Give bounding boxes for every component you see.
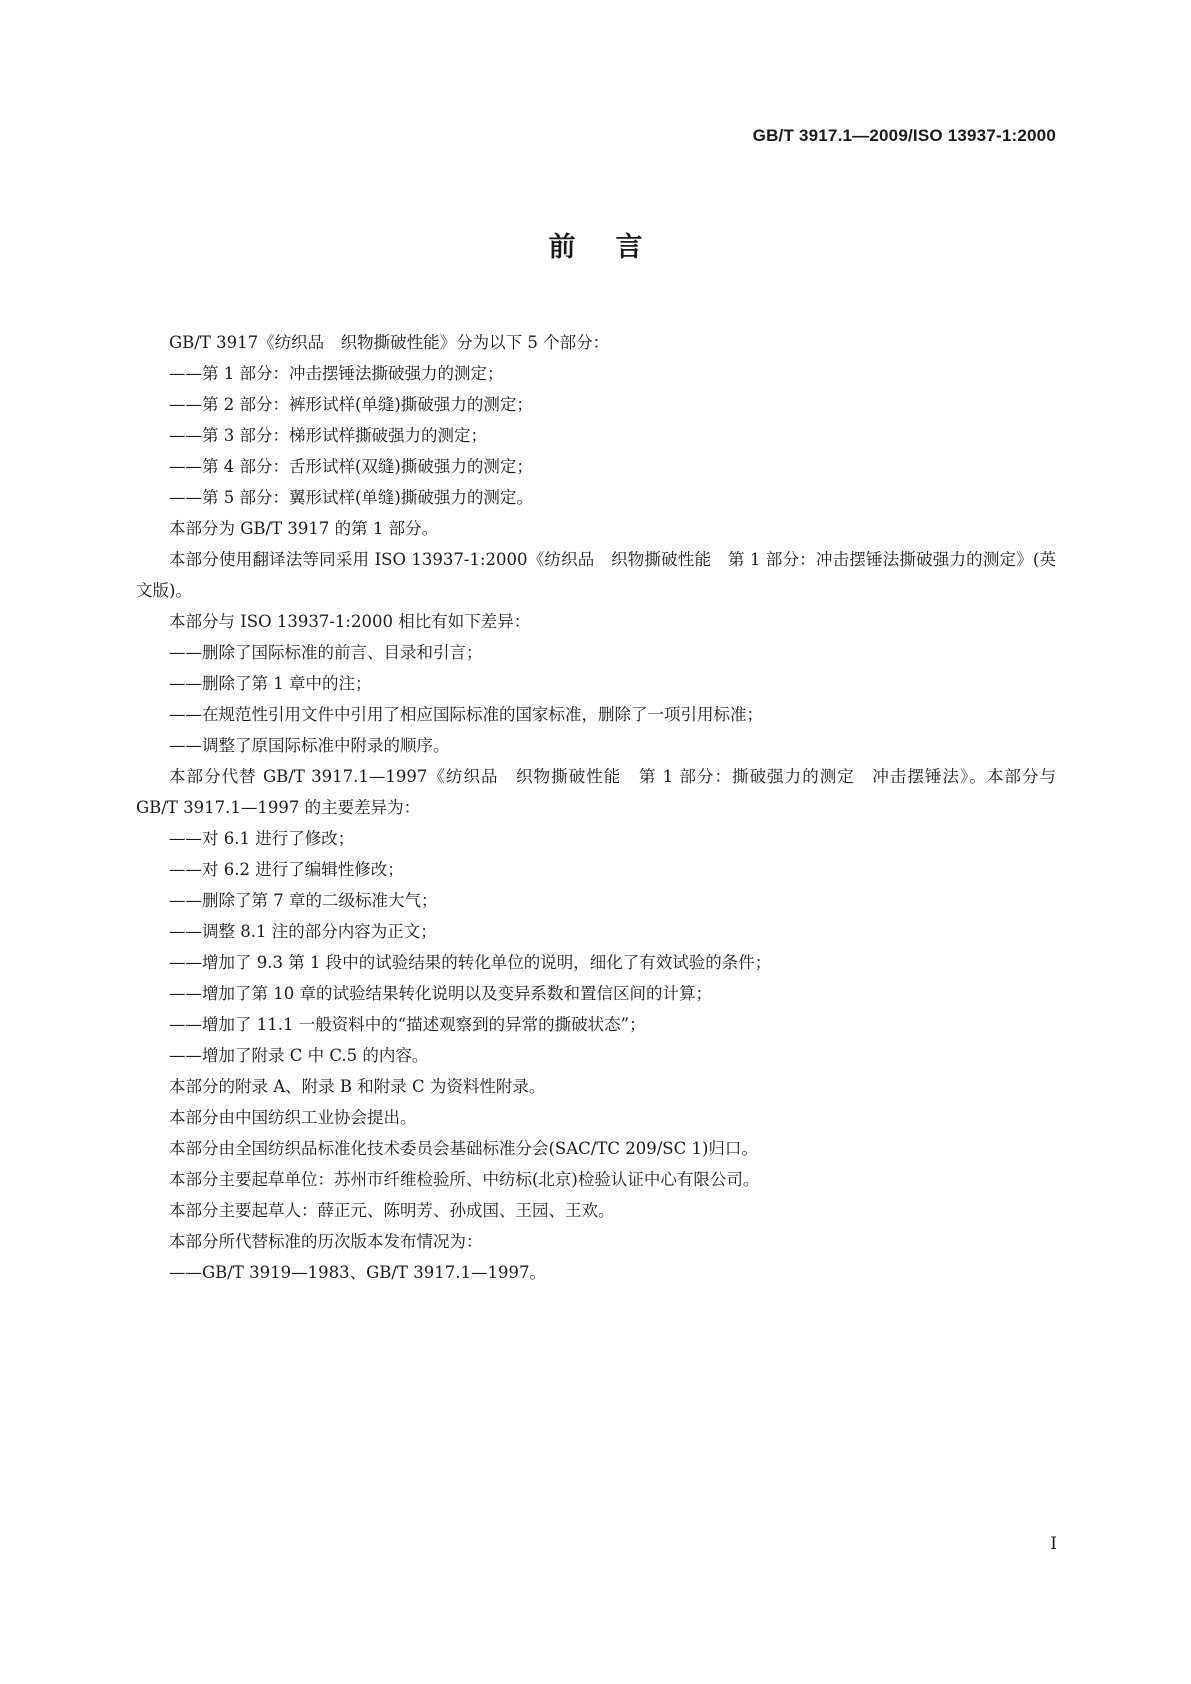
paragraph: GB/T 3917《纺织品 织物撕破性能》分为以下 5 个部分：	[169, 333, 610, 352]
list-item: ——删除了第 7 章的二级标准大气；	[169, 891, 438, 910]
page-number: I	[1050, 1534, 1057, 1554]
list-item: ——在规范性引用文件中引用了相应国际标准的国家标准，删除了一项引用标准；	[169, 705, 763, 724]
paragraph: 本部分主要起草人：薛正元、陈明芳、孙成国、王园、王欢。	[169, 1201, 615, 1220]
paragraph: 本部分使用翻译法等同采用 ISO 13937-1:2000《纺织品 织物撕破性能 第 1 部分：冲击摆锤法撕破强力的测定》(英文版)。	[136, 550, 1056, 600]
list-item: ——第 4 部分：舌形试样(双缝)撕破强力的测定；	[169, 457, 533, 476]
list-item: ——删除了国际标准的前言、目录和引言；	[169, 643, 483, 662]
list-item: ——第 5 部分：翼形试样(单缝)撕破强力的测定。	[169, 488, 533, 507]
list-item: ——对 6.2 进行了编辑性修改；	[169, 860, 404, 879]
paragraph: 本部分所代替标准的历次版本发布情况为：	[169, 1232, 483, 1251]
list-item: ——增加了 11.1 一般资料中的“描述观察到的异常的撕破状态”；	[169, 1015, 646, 1034]
paragraph: 本部分主要起草单位：苏州市纤维检验所、中纺标(北京)检验认证中心有限公司。	[169, 1170, 760, 1189]
list-item: ——对 6.1 进行了修改；	[169, 829, 355, 848]
list-item: ——第 2 部分：裤形试样(单缝)撕破强力的测定；	[169, 395, 533, 414]
standard-code: GB/T 3917.1—2009/ISO 13937-1:2000	[752, 126, 1056, 145]
list-item: ——调整 8.1 注的部分内容为正文；	[169, 922, 437, 941]
list-item: ——增加了附录 C 中 C.5 的内容。	[169, 1046, 429, 1065]
list-item: ——GB/T 3919—1983、GB/T 3917.1—1997。	[169, 1263, 546, 1282]
paragraph: 本部分与 ISO 13937-1:2000 相比有如下差异：	[169, 612, 531, 631]
paragraph: 本部分代替 GB/T 3917.1—1997《纺织品 织物撕破性能 第 1 部分：撕破强力的测定 冲击摆锤法》。本部分与 GB/T 3917.1—1997 的主要差异为：	[136, 767, 1056, 817]
paragraph: 本部分的附录 A、附录 B 和附录 C 为资料性附录。	[169, 1077, 546, 1096]
foreword-body	[136, 327, 1056, 1288]
list-item: ——删除了第 1 章中的注；	[169, 674, 372, 693]
list-item: ——增加了 9.3 第 1 段中的试验结果的转化单位的说明，细化了有效试验的条件；	[169, 953, 772, 972]
list-item: ——增加了第 10 章的试验结果转化说明以及变异系数和置信区间的计算；	[169, 984, 712, 1003]
page-title: 前言	[548, 232, 683, 263]
paragraph: 本部分由中国纺织工业协会提出。	[169, 1108, 417, 1127]
list-item: ——第 1 部分：冲击摆锤法撕破强力的测定；	[169, 364, 504, 383]
list-item: ——第 3 部分：梯形试样撕破强力的测定；	[169, 426, 487, 445]
paragraph: 本部分为 GB/T 3917 的第 1 部分。	[169, 519, 439, 538]
list-item: ——调整了原国际标准中附录的顺序。	[169, 736, 450, 755]
paragraph: 本部分由全国纺织品标准化技术委员会基础标准分会(SAC/TC 209/SC 1)归口。	[169, 1139, 758, 1158]
